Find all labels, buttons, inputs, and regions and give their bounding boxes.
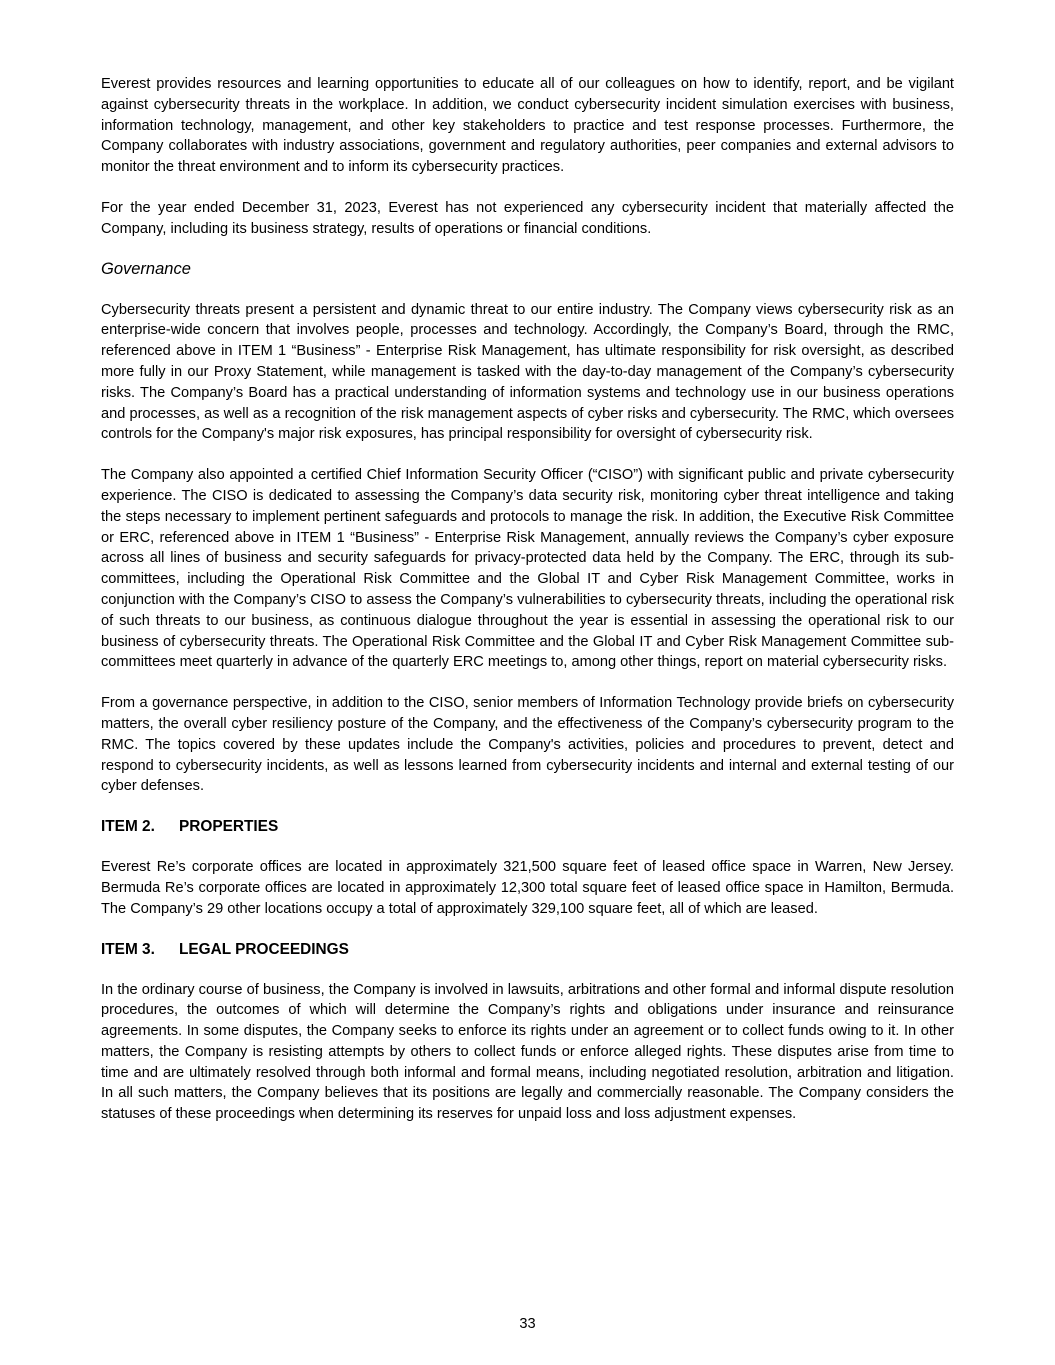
document-page: [101, 74, 954, 1125]
item-3-number: ITEM 3.: [101, 940, 155, 958]
legal-proceedings-paragraph: In the ordinary course of business, the Company is involved in lawsuits, arbitrations and other formal and informal dispute resolution procedures, the outcomes of which will determine the Company’s rights and obligations under insurance and reinsurance agreements. In some disputes, the Company seeks to enforce its rights under an agreement or to collect funds owing to it. In other matters, the Company is resisting attempts by others to collect funds or enforce alleged rights. These disputes arise from time to time and are ultimately resolved through both informal and formal means, including negotiated resolution, arbitration and litigation. In all such matters, the Company believes that its positions are legally and commercially reasonable. The Company considers the statuses of these proceedings when determining its reserves for unpaid loss and loss adjustment expenses.: [101, 981, 954, 1123]
page-number: 33: [519, 1316, 536, 1332]
item-2-title: PROPERTIES: [179, 818, 279, 836]
governance-heading: Governance: [101, 259, 191, 278]
governance-paragraph-1: Cybersecurity threats present a persistent and dynamic threat to our entire industry. The Company views cybersecurity risk as an enterprise-wide concern that involves people, processes and technology. Accordingly, the Company’s Board, through the RMC, referenced above in ITEM 1 “Business” - Enterprise Risk Management, has ultimate responsibility for risk oversight, as described more fully in our Proxy Statement, while management is tasked with the day-to-day management of the Company’s cybersecurity risks. The Company’s Board has a practical understanding of information systems and technology use in our business operations and processes, as well as a recognition of the risk management aspects of cyber risks and cybersecurity. The RMC, which oversees controls for the Company's major risk exposures, has principal responsibility for oversight of cybersecurity risk.: [101, 301, 954, 443]
training-paragraph: Everest provides resources and learning opportunities to educate all of our colleagues on how to identify, report, and be vigilant against cybersecurity threats in the workplace. In addition, we conduct cybersecurity incident simulation exercises with business, information technology, management, and other key stakeholders to practice and test response processes. Furthermore, the Company collaborates with industry associations, government and regulatory authorities, peer companies and external advisors to monitor the threat environment and to inform its cybersecurity practices.: [101, 76, 954, 176]
governance-paragraph-3: From a governance perspective, in addition to the CISO, senior members of Information Technology provide briefs on cybersecurity matters, the overall cyber resiliency posture of the Company, and the effectiveness of the Company’s cybersecurity program to the RMC. The topics covered by these updates include the Company's activities, policies and procedures to prevent, detect and respond to cybersecurity incidents, as well as lessons learned from cybersecurity incidents and internal and external testing of our cyber defenses.: [101, 695, 954, 795]
item-3-title: LEGAL PROCEEDINGS: [179, 940, 349, 958]
governance-paragraph-2: The Company also appointed a certified Chief Information Security Officer (“CISO”) with significant public and private cybersecurity experience. The CISO is dedicated to assessing the Company’s data security risk, monitoring cyber threat intelligence and taking the steps necessary to implement pertinent safeguards and protocols to manage the risk. In addition, the Executive Risk Committee or ERC, referenced above in ITEM 1 “Business” - Enterprise Risk Management, annually reviews the Company’s cyber exposure across all lines of business and security safeguards for privacy-protected data held by the Company. The ERC, through its sub-committees, including the Operational Risk Committee and the Global IT and Cyber Risk Management Committee, works in conjunction with the Company’s CISO to assess the Company’s vulnerabilities to cybersecurity threats, including the operational risk of such threats to our business, as continuous dialogue throughout the year is essential in assessing the operational risk to our business of cybersecurity threats. The Operational Risk Committee and the Global IT and Cyber Risk Management Committee sub-committees meet quarterly in advance of the quarterly ERC meetings to, among other things, report on material cybersecurity risks.: [101, 467, 954, 671]
item-3-heading: [101, 939, 954, 961]
incident-paragraph: For the year ended December 31, 2023, Everest has not experienced any cybersecurity incident that materially affected the Company, including its business strategy, results of operations or financial conditions.: [101, 199, 954, 237]
item-2-heading: [101, 816, 954, 838]
properties-paragraph: Everest Re’s corporate offices are located in approximately 321,500 square feet of leased office space in Warren, New Jersey. Bermuda Re’s corporate offices are located in approximately 12,300 total square feet of leased office space in Hamilton, Bermuda. The Company’s 29 other locations occupy a total of approximately 329,100 square feet, all of which are leased.: [101, 859, 954, 917]
item-2-number: ITEM 2.: [101, 818, 155, 836]
